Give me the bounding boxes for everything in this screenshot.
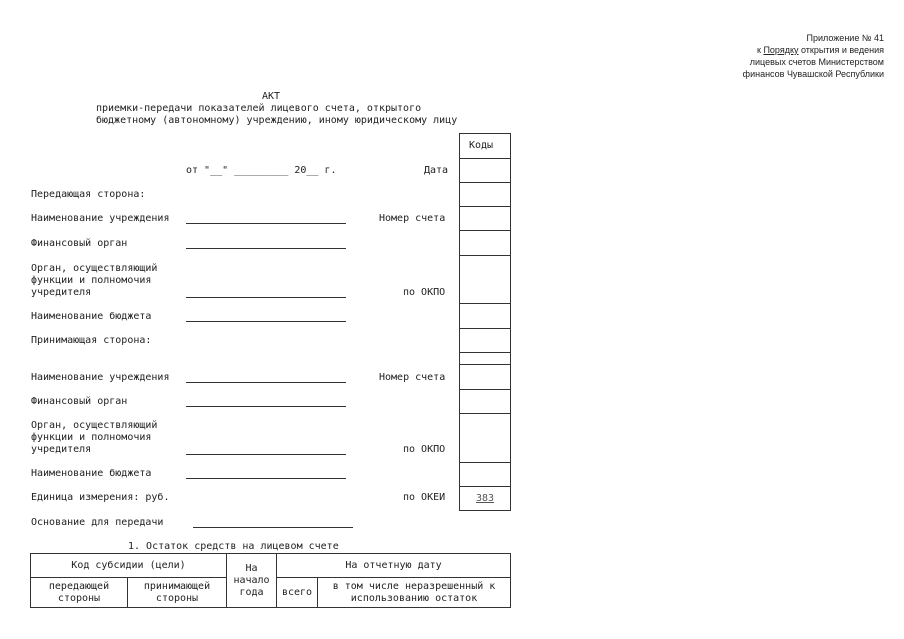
okpo-label-2: по ОКПО [403,444,446,455]
receiving-side-header [128,578,227,608]
year-start-header [227,554,277,608]
receiving-heading: Принимающая сторона: [31,335,152,346]
receiving-side-line-1: принимающей [143,580,211,592]
year-start-line-3: года [239,586,264,598]
receiving-institution-label: Наименование учреждения [31,372,170,383]
transferring-finorgan-field[interactable] [186,248,346,249]
basis-label: Основание для передачи [31,517,164,528]
codes-column [459,133,511,511]
codes-header: Коды [469,140,494,151]
transferring-founder-label-1: Орган, осуществляющий [31,263,158,274]
transferring-budget-label: Наименование бюджета [31,311,152,322]
year-start-line-2: начало [233,574,270,586]
transferring-side-line-2: стороны [57,592,101,604]
receiving-founder-label-3: учредителя [31,444,92,455]
report-date-header: На отчетную дату [277,554,511,578]
transferring-side-line-1: передающей [48,580,110,592]
appendix-line-3: лицевых счетов Министерством [749,57,884,67]
appendix-line-2 [743,44,884,56]
transferring-institution-field[interactable] [186,223,346,224]
appendix-note [743,32,884,80]
unresolved-header [318,578,511,608]
account-label-2: Номер счета [379,372,446,383]
okei-label: по ОКЕИ [403,492,446,503]
unresolved-line-1: в том числе неразрешенный к [332,580,496,592]
receiving-side-line-2: стороны [155,592,199,604]
doc-subtitle-1: приемки-передачи показателей лицевого счета, открытого [96,103,422,114]
receiving-budget-label: Наименование бюджета [31,468,152,479]
transferring-finorgan-label: Финансовый орган [31,238,128,249]
receiving-founder-label-1: Орган, осуществляющий [31,420,158,431]
transferring-side-header [31,578,128,608]
order-link[interactable]: Порядку [763,45,799,55]
balance-table [30,553,511,608]
receiving-finorgan-label: Финансовый орган [31,396,128,407]
transferring-founder-label-2: функции и полномочия [31,275,152,286]
year-start-line-1: На [245,562,258,574]
receiving-founder-label-2: функции и полномочия [31,432,152,443]
receiving-institution-field[interactable] [186,382,346,383]
transferring-institution-label: Наименование учреждения [31,213,170,224]
transferring-budget-field[interactable] [186,321,346,322]
appendix-line-1: Приложение № 41 [806,33,884,43]
unit-label: Единица измерения: руб. [31,492,170,503]
appendix-line-4: финансов Чувашской Республики [742,69,884,79]
transferring-founder-label-3: учредителя [31,287,92,298]
basis-field[interactable] [193,527,353,528]
receiving-finorgan-field[interactable] [186,406,346,407]
date-label: Дата [424,165,449,176]
transferring-founder-field[interactable] [186,297,346,298]
okei-code: 383 [476,493,495,504]
total-header: всего [277,578,318,608]
receiving-founder-field[interactable] [186,454,346,455]
doc-subtitle-2: бюджетному (автономному) учреждению, иному юридическому лицу [96,115,458,126]
receiving-budget-field[interactable] [186,478,346,479]
subsidy-code-header: Код субсидии (цели) [31,554,227,578]
unresolved-line-2: использованию остаток [350,592,478,604]
transferring-heading: Передающая сторона: [31,189,146,200]
account-label-1: Номер счета [379,213,446,224]
okpo-label-1: по ОКПО [403,287,446,298]
appendix-suffix: открытия и ведения [798,45,884,55]
section-1-title: 1. Остаток средств на лицевом счете [128,541,339,552]
appendix-prefix: к [756,45,764,55]
doc-title: АКТ [262,91,281,102]
date-line: от "__" _________ 20__ г. [186,165,337,176]
